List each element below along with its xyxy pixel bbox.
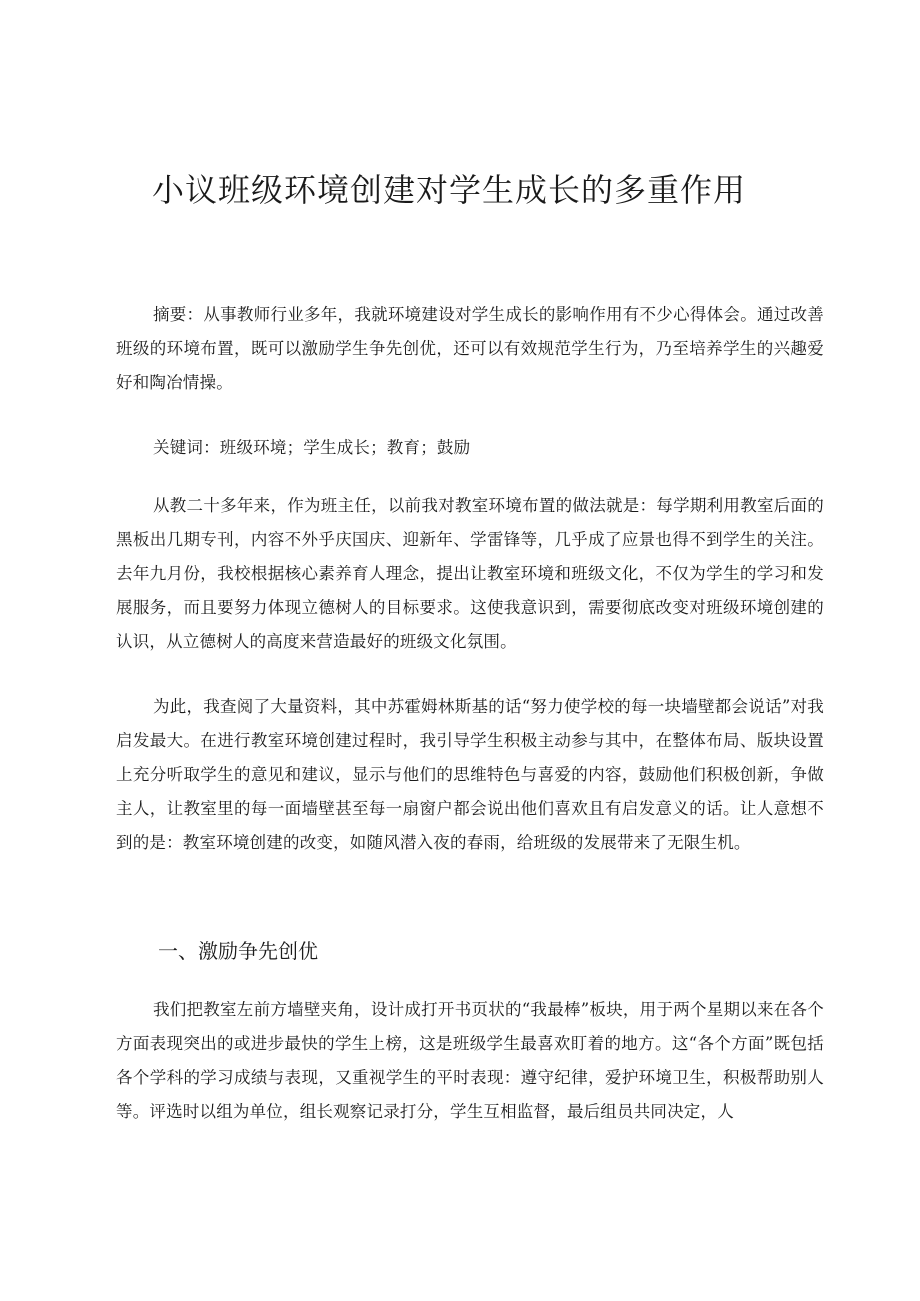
section-paragraph: 我们把教室左前方墙壁夹角，设计成打开书页状的“我最棒”板块，用于两个星期以来在各个方面表现突出的或进步最快的学生上榜，这是班级学生最喜欢盯着的地方。这“各个方面”既包括各个学科的学习成绩与表现，又重视学生的平时表现：遵守纪律，爱护环境卫生，积极帮助别人等。评选时以组为单位，组长观察记录打分，学生互相监督，最后组员共同决定，人 — [116, 1000, 824, 1121]
abstract-paragraph: 摘要：从事教师行业多年，我就环境建设对学生成长的影响作用有不少心得体会。通过改善班级的环境布置，既可以激励学生争先创优，还可以有效规范学生行为，乃至培养学生的兴趣爱好和陶冶情操。 — [116, 305, 824, 392]
body-paragraph: 从教二十多年来，作为班主任，以前我对教室环境布置的做法就是：每学期利用教室后面的黑板出几期专刊，内容不外乎庆国庆、迎新年、学雷锋等，几乎成了应景也得不到学生的关注。去年九月份，我校根据核心素养育人理念，提出让教室环境和班级文化，不仅为学生的学习和发展服务，而且要努力体现立德树人的目标要求。这使我意识到，需要彻底改变对班级环境创建的认识，从立德树人的高度来营造最好的班级文化氛围。 — [116, 496, 824, 651]
document-title: 小议班级环境创建对学生成长的多重作用 — [152, 171, 747, 209]
keywords-paragraph: 关键词：班级环境；学生成长；教育；鼓励 — [153, 438, 471, 457]
section-heading: 一、激励争先创优 — [158, 939, 318, 963]
body-paragraph: 为此，我查阅了大量资料，其中苏霍姆林斯基的话“努力使学校的每一块墙壁都会说话”对我启发最大。在进行教室环境创建过程时，我引导学生积极主动参与其中，在整体布局、版块设置上充分听取学生的意见和建议，显示与他们的思维特色与喜爱的内容，鼓励他们积极创新，争做主人，让教室里的每一面墙壁甚至每一扇窗户都会说出他们喜欢且有启发意义的话。让人意想不到的是：教室环境创建的改变，如随风潜入夜的春雨，给班级的发展带来了无限生机。 — [116, 697, 824, 852]
